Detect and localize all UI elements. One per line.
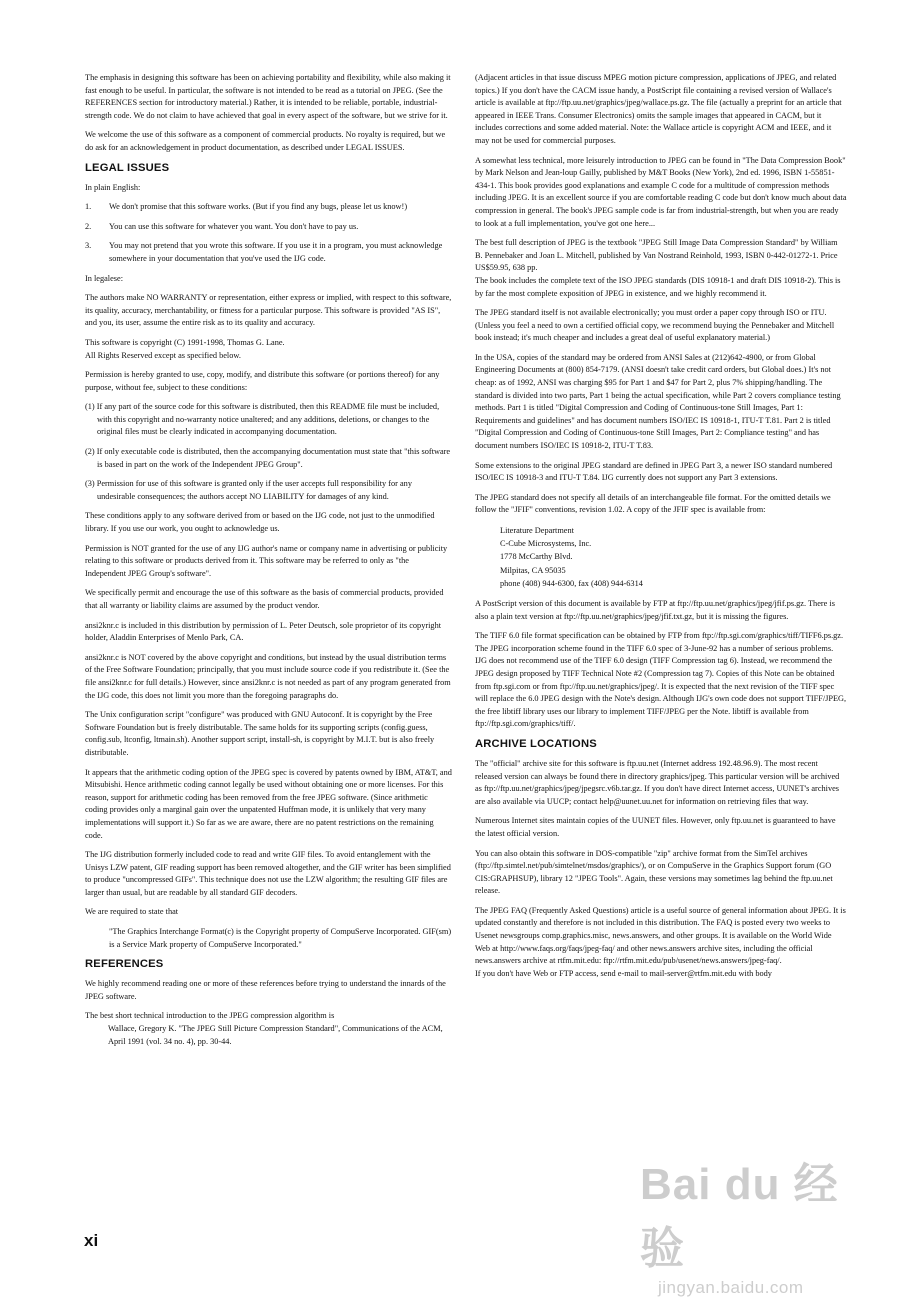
condition-2: (2) If only executable code is distributed, then the accompanying documentation must state that "this software is based in part on the work of the Independent JPEG Group". <box>85 447 451 469</box>
configure-paragraph: The Unix configuration script "configure" was produced with GNU Autoconf. It is copyright by the Free Software Foundation but is freely distributable. The same holds for its supporting scripts (config.guess, config.sub, ltconfig, ltmain.sh). Another support script, install-sh, is copyright by M.I.T. but is also freely distributable. <box>85 710 435 757</box>
legalese-label: In legalese: <box>85 273 124 283</box>
tiff-paragraph: The TIFF 6.0 file format specification can be obtained by FTP from ftp://ftp.sgi.com/graphics/tiff/TIFF6.ps.gz. The JPEG incorporation scheme found in the TIFF 6.0 spec of 3-June-92 has a number of serious problems. IJG does not recommend use of the TIFF 6.0 design (TIFF Compression tag 6). Instead, we recommend the JPEG design proposed by TIFF Technical Note #2 (Compression tag 7). Copies of this Note can be obtained from ftp.sgi.com or from ftp://ftp.uu.net/graphics/jpeg/. It is expected that the next revision of the TIFF spec will replace the 6.0 JPEG design with the Note's design. Although IJG's own code does not support TIFF/JPEG, the free libtiff library uses our library to implement TIFF/JPEG per the Note. libtiff is available from ftp://ftp.sgi.com/graphics/tiff/. <box>475 631 847 729</box>
official-archive-paragraph: The "official" archive site for this software is ftp.uu.net (Internet address 192.48.96.9). The most recent released version can always be found there in directory graphics/jpeg. This particular version will be archived as ftp://ftp.uu.net/graphics/jpeg/jpegsrc.v6b.tar.gz. If you don't have direct Internet access, UUNET's archives are also available via UUCP; contact help@uunet.uu.net for information on retrieving files that way. <box>475 758 840 806</box>
jfif-paragraph: The JPEG standard does not specify all details of an interchangeable file format. For the omitted details we follow the "JFIF" conventions, revision 1.02. A copy of the JFIF spec is available from: <box>475 492 831 515</box>
page-number: xi <box>84 1231 99 1250</box>
watermark-url: jingyan.baidu.com <box>658 1278 804 1297</box>
name-use-paragraph: Permission is NOT granted for the use of any IJG author's name or company name in advertising or publicity relating to this software or products derived from it. This software may be referred to only as "the Independent JPEG Group's software". <box>85 543 448 578</box>
legal-issues-heading: LEGAL ISSUES <box>85 161 170 174</box>
usa-ordering-paragraph: In the USA, copies of the standard may be ordered from ANSI Sales at (212)642-4900, or from Global Engineering Documents at (800) 854-7179. (ANSI doesn't take credit card orders, but Global does.) It's not cheap: as of 1992, ANSI was charging $95 for Part 1 and $47 for Part 2, plus 7% shipping/handling. The standard is divided into two parts, Part 1 being the actual specification, while Part 2 covers compliance testing methods. Part 1 is titled "Digital Compression and Coding of Continuous-tone Still Images, Part 1: Requirements and guidelines" and has document numbers ISO/IEC IS 10918-1, ITU-T T.81. Part 2 is titled "Digital Compression and Coding of Continuous-tone Still Images, Part 2: Compliance testing" and has document numbers ISO/IEC IS 10918-2, ITU-T T.83. <box>475 352 841 451</box>
address-block <box>475 524 847 590</box>
postscript-paragraph: A PostScript version of this document is available by FTP at ftp://ftp.uu.net/graphics/jpeg/jfif.ps.gz. There is also a plain text version at ftp://ftp.uu.net/graphics/jpeg/jfif.txt.gz, but it is missing the figures. <box>475 599 835 621</box>
archive-locations-heading: ARCHIVE LOCATIONS <box>475 737 597 750</box>
copyright-line: This software is copyright (C) 1991-1998, Thomas G. Lane. <box>85 337 285 347</box>
address-line: 1778 McCarthy Blvd. <box>500 552 573 562</box>
right-column <box>475 72 847 987</box>
list-item: 3. You may not pretend that you wrote this software. If you use it in a program, you must acknowledge somewhere in your documentation that you've used the IJG code. <box>85 241 443 263</box>
condition-3: (3) Permission for use of this software is granted only if the user accepts full responsibility for any undesirable consequences; the authors accept NO LIABILITY for damages of any kind. <box>85 479 412 501</box>
address-line: C-Cube Microsystems, Inc. <box>500 539 592 549</box>
faq-paragraph: The JPEG FAQ (Frequently Asked Questions) article is a useful source of general information about JPEG. It is updated constantly and therefore is not included in this distribution. The FAQ is posted every two weeks to Usenet newsgroups comp.graphics.misc, news.answers, and other groups. It is available on the World Wide Web at http://www.faqs.org/faqs/jpeg-faq/ and other news.answers archive sites, including the official news.answers archive at rtfm.mit.edu: ftp://rtfm.mit.edu/pub/usenet/news.answers/jpeg-faq/. <box>475 905 846 966</box>
mirror-sites-paragraph: Numerous Internet sites maintain copies of the UUNET files. However, only ftp.uu.net is guaranteed to have the latest official version. <box>475 816 836 838</box>
permission-paragraph: Permission is hereby granted to use, copy, modify, and distribute this software (or portions thereof) for any purpose, without fee, subject to these conditions: <box>85 370 440 392</box>
adjacent-articles-paragraph: (Adjacent articles in that issue discuss MPEG motion picture compression, applications of JPEG, and related topics.) If you don't have the CACM issue handy, a PostScript file containing a revised version of Wallace's article is available at ftp://ftp.uu.net/graphics/jpeg/wallace.ps.gz. The file (actually a preprint for an article that appeared in IEEE Trans. Consumer Electronics) omits the sample images that appeared in CACM, but it includes corrections and some added material. Note: the Wallace article is copyright ACM and IEEE, and it may not be used for commercial purposes. <box>475 73 842 145</box>
gif-trademark-quote: "The Graphics Interchange Format(c) is the Copyright property of CompuServe Incorporated. GIF(sm) is a Service Mark property of CompuServe Incorporated." <box>109 927 452 949</box>
condition-1: (1) If any part of the source code for this software is distributed, then this README file must be included, with this copyright and no-warranty notice unaltered; and any additions, deletions, or changes to the original files must be clearly indicated in accompanying documentation. <box>85 402 440 437</box>
references-intro: We highly recommend reading one or more of these references before trying to understand the innards of the JPEG software. <box>85 979 446 1001</box>
address-line: Literature Department <box>500 526 574 535</box>
references-heading: REFERENCES <box>85 958 164 971</box>
textbook-detail-paragraph: The book includes the complete text of the ISO JPEG standards (DIS 10918-1 and draft DIS 10918-2). This is by far the most complete exposition of JPEG in existence, and we highly recommend it. <box>475 275 841 298</box>
standard-availability-paragraph: The JPEG standard itself is not available electronically; you must order a paper copy through ISO or ITU. (Unless you feel a need to own a certified official copy, we recommend buying the Pennebaker and Mitchell book instead; it's much cheaper and includes a great deal of useful explanatory material.) <box>475 308 835 343</box>
list-item: 1. We don't promise that this software works. (But if you find any bugs, please let us know!) <box>85 202 408 212</box>
ansi2knr-paragraph-1: ansi2knr.c is included in this distribution by permission of L. Peter Deutsch, sole proprietor of its copyright holder, Aladdin Enterprises of Menlo Park, CA. <box>85 620 442 643</box>
watermark-logo: Bai du 经验 <box>640 1160 839 1273</box>
warranty-paragraph: The authors make NO WARRANTY or representation, either express or implied, with respect to this software, its quality, accuracy, merchantability, or fitness for a particular purpose. This software is provided "AS IS", and you, its user, assume the entire risk as to its quality and accuracy. <box>85 293 452 328</box>
textbook-paragraph: The best full description of JPEG is the textbook "JPEG Still Image Data Compression Standard" by William B. Pennebaker and Joan L. Mitchell, published by Van Nostrand Reinhold, 1993, ISBN 0-442-01272-1. Price US$59.95, 638 pp. <box>475 238 838 273</box>
watermark <box>640 1148 880 1297</box>
commercial-use-paragraph: We specifically permit and encourage the use of this software as the basis of commercial products, provided that all warranty or liability claims are assumed by the product vendor. <box>85 588 444 610</box>
address-line: Milpitas, CA 95035 <box>500 565 566 575</box>
extensions-paragraph: Some extensions to the original JPEG standard are defined in JPEG Part 3, a newer ISO standard numbered ISO/IEC IS 10918-3 and ITU-T T.84. IJG currently does not support any Part 3 extensions. <box>475 460 833 483</box>
ansi2knr-paragraph-2: ansi2knr.c is NOT covered by the above copyright and conditions, but instead by the usual distribution terms of the Free Software Foundation; principally, that you must include source code if you redistribute it. (See the file ansi2knr.c for full details.) However, since ansi2knr.c is not needed as part of any program generated from the IJG code, this does not limit you more than the foregoing paragraphs do. <box>85 652 451 700</box>
address-line: phone (408) 944-6300, fax (408) 944-6314 <box>500 578 643 588</box>
intro-paragraph-commercial: We welcome the use of this software as a component of commercial products. No royalty is required, but we do ask for an acknowledgement in product documentation, as described under LEGAL ISSUES. <box>85 130 446 152</box>
gif-paragraph: The IJG distribution formerly included code to read and write GIF files. To avoid entanglement with the Unisys LZW patent, GIF reading support has been removed altogether, and the GIF writer has been simplified to produce "uncompressed GIFs". This technique does not use the LZW algorithm; the resulting GIF files are larger than usual, but are readable by all standard GIF decoders. <box>85 850 451 897</box>
rights-line: All Rights Reserved except as specified below. <box>85 350 241 360</box>
msdos-archive-paragraph: You can also obtain this software in DOS-compatible "zip" archive format from the SimTel archives (ftp://ftp.simtel.net/pub/simtelnet/msdos/graphics/), or on CompuServe in the Graphics Support forum (GO CIS:GRAPHSUP), library 12 "JPEG Tools". Again, these versions may sometimes lag behind the ftp.uu.net release. <box>475 848 833 896</box>
conditions-apply-paragraph: These conditions apply to any software derived from or based on the IJG code, not just to the unmodified library. If you use our work, you ought to acknowledge us. <box>85 511 435 534</box>
reference-intro-line: The best short technical introduction to the JPEG compression algorithm is <box>85 1011 335 1021</box>
intro-paragraph: The emphasis in designing this software has been on achieving portability and flexibility, while also making it fast enough to be useful. In particular, the software is not intended to be read as a tutorial on JPEG. (See the REFERENCES section for introductory material.) Rather, it is intended to be reliable, portable, industrial-strength code. We do not claim to have achieved that goal in every aspect of the software, but we strive for it. <box>85 73 451 120</box>
data-compression-book-paragraph: A somewhat less technical, more leisurely introduction to JPEG can be found in "The Data Compression Book" by Mark Nelson and Jean-loup Gailly, published by M&T Books (New York), 2nd ed. 1996, ISBN 1-55851-434-1. This book provides good explanations and example C code for a multitude of compression methods including JPEG. It is an excellent source if you are comfortable reading C code but don't know much about data compression in general. The book's JPEG sample code is far from industrial-strength, but when you are ready to look at a full implementation, you've got one here... <box>475 155 847 228</box>
plain-english-label: In plain English: <box>85 182 141 192</box>
reference-wallace: Wallace, Gregory K. "The JPEG Still Picture Compression Standard", Communications of the ACM, April 1991 (vol. 34 no. 4), pp. 30-44. <box>108 1024 443 1046</box>
arithmetic-paragraph: It appears that the arithmetic coding option of the JPEG spec is covered by patents owned by IBM, AT&T, and Mitsubishi. Hence arithmetic coding cannot legally be used without obtaining one or more licenses. For this reason, support for arithmetic coding has been removed from the free JPEG software. (Since arithmetic coding provides only a marginal gain over the unpatented Huffman mode, it is unlikely that very many implementations will support it.) So far as we are aware, there are no patent restrictions on the remaining code. <box>85 767 452 840</box>
required-statement: We are required to state that <box>85 907 179 917</box>
list-item: 2. You can use this software for whatever you want. You don't have to pay us. <box>85 221 359 231</box>
faq-email-paragraph: If you don't have Web or FTP access, send e-mail to mail-server@rtfm.mit.edu with body <box>475 968 772 978</box>
left-column <box>85 72 452 1055</box>
